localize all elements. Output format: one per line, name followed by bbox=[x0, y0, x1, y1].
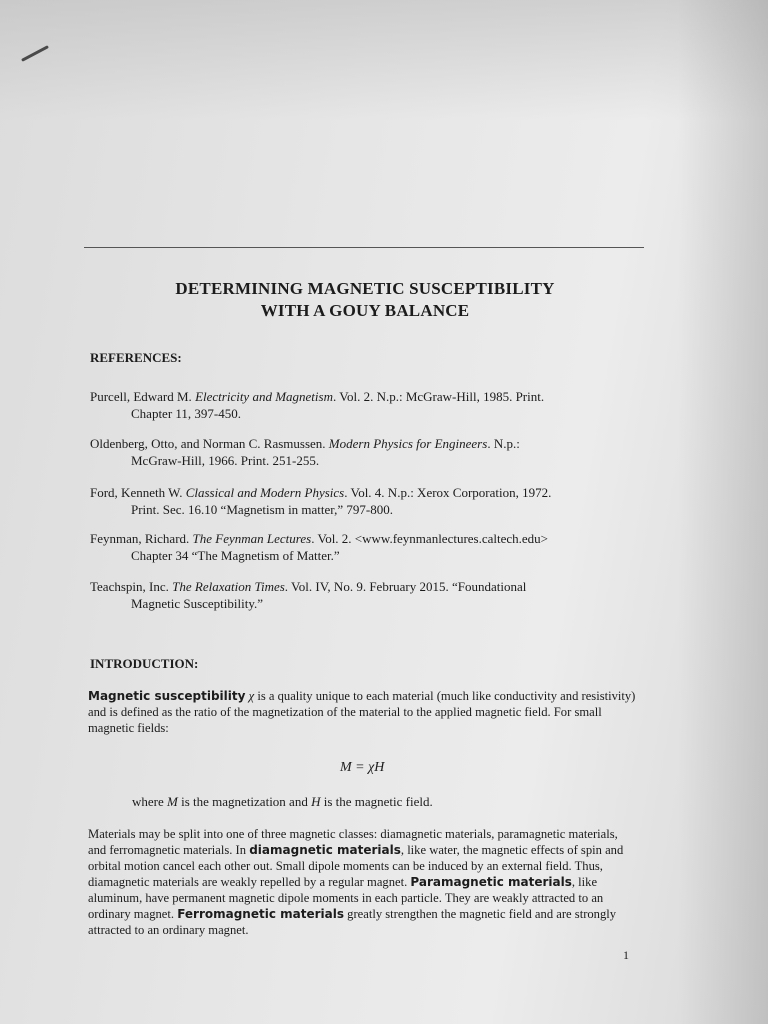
paragraph-text: greatly strengthen the magnetic field and are strongly attracted to an ordinary magnet. bbox=[88, 907, 617, 937]
ref-text: . Vol. 4. N.p.: Xerox Corporation, 1972. bbox=[344, 485, 552, 500]
top-shadow bbox=[0, 0, 768, 120]
where-text: is the magnetization and bbox=[177, 794, 312, 809]
ref-text: . Vol. IV, No. 9. February 2015. “Foundational bbox=[284, 579, 527, 594]
equation: M = χH bbox=[340, 760, 385, 775]
title-line-1: DETERMINING MAGNETIC SUSCEPTIBILITY bbox=[175, 279, 555, 298]
symbol-m: M bbox=[167, 794, 178, 809]
ref-text: Purcell, Edward M. bbox=[90, 389, 196, 404]
introduction-heading: INTRODUCTION: bbox=[90, 656, 199, 671]
bold-term: Magnetic susceptibility bbox=[88, 689, 246, 703]
page-number: 1 bbox=[623, 948, 629, 962]
ref-line2: Chapter 11, 397-450. bbox=[131, 406, 241, 421]
paragraph-text: , like aluminum, have permanent magnetic dipole moments in each particle. They are weakly attracted to an ordinary magnet. bbox=[88, 875, 604, 921]
reference-item bbox=[90, 435, 610, 469]
title-line-2: WITH A GOUY BALANCE bbox=[260, 301, 470, 320]
ref-title: Classical and Modern Physics bbox=[185, 485, 345, 500]
ref-line2: Print. Sec. 16.10 “Magnetism in matter,” 797-800. bbox=[131, 502, 393, 517]
paragraph-text: Materials may be split into one of three magnetic classes: diamagnetic materials, paramagnetic materials, and ferromagnetic materials. In bbox=[88, 827, 618, 857]
ref-title: Electricity and Magnetism bbox=[195, 389, 333, 404]
references-heading: REFERENCES: bbox=[90, 350, 182, 365]
ref-line2: McGraw-Hill, 1966. Print. 251-255. bbox=[131, 453, 320, 468]
ref-text: . Vol. 2. <www.feynmanlectures.caltech.edu> bbox=[311, 531, 549, 546]
ref-text: Oldenberg, Otto, and Norman C. Rasmussen. bbox=[90, 436, 329, 451]
ref-title: The Feynman Lectures bbox=[192, 531, 312, 546]
reference-item bbox=[90, 388, 610, 422]
paragraph-text: is a quality unique to each material (much like conductivity and resistivity) and is defined as the ratio of the magnetization of the material to the applied magnetic field. For small magnetic fields: bbox=[88, 689, 636, 735]
ref-line2: Magnetic Susceptibility.” bbox=[131, 596, 264, 611]
right-shadow bbox=[678, 0, 768, 1024]
reference-item bbox=[90, 484, 610, 518]
ref-title: Modern Physics for Engineers bbox=[328, 436, 488, 451]
document-title bbox=[100, 278, 630, 322]
bold-term: Ferromagnetic materials bbox=[177, 907, 344, 921]
paragraph-text: , like water, the magnetic effects of spin and orbital motion cancel each other out. Small dipole moments can be induced by an external field. Thus, diamagnetic materials are weakly repelled by a regular magnet. bbox=[88, 843, 624, 889]
ref-text: . Vol. 2. N.p.: McGraw-Hill, 1985. Print. bbox=[332, 389, 545, 404]
where-text: is the magnetic field. bbox=[320, 794, 433, 809]
ref-text: Teachspin, Inc. bbox=[90, 579, 173, 594]
ref-text: Ford, Kenneth W. bbox=[90, 485, 186, 500]
ref-line2: Chapter 34 “The Magnetism of Matter.” bbox=[131, 548, 340, 563]
intro-paragraph-2 bbox=[88, 826, 638, 938]
where-text: where bbox=[132, 794, 168, 809]
ref-text: . N.p.: bbox=[487, 436, 520, 451]
reference-item bbox=[90, 578, 610, 612]
intro-paragraph-1 bbox=[88, 688, 638, 736]
chi-symbol: χ bbox=[245, 689, 255, 703]
ref-text: Feynman, Richard. bbox=[90, 531, 193, 546]
reference-item bbox=[90, 530, 610, 564]
equation-explanation bbox=[132, 794, 433, 810]
bold-term: Paramagnetic materials bbox=[410, 875, 572, 889]
ref-title: The Relaxation Times bbox=[172, 579, 285, 594]
bold-term: diamagnetic materials bbox=[249, 843, 401, 857]
symbol-h: H bbox=[311, 794, 321, 809]
header-rule bbox=[84, 247, 644, 248]
